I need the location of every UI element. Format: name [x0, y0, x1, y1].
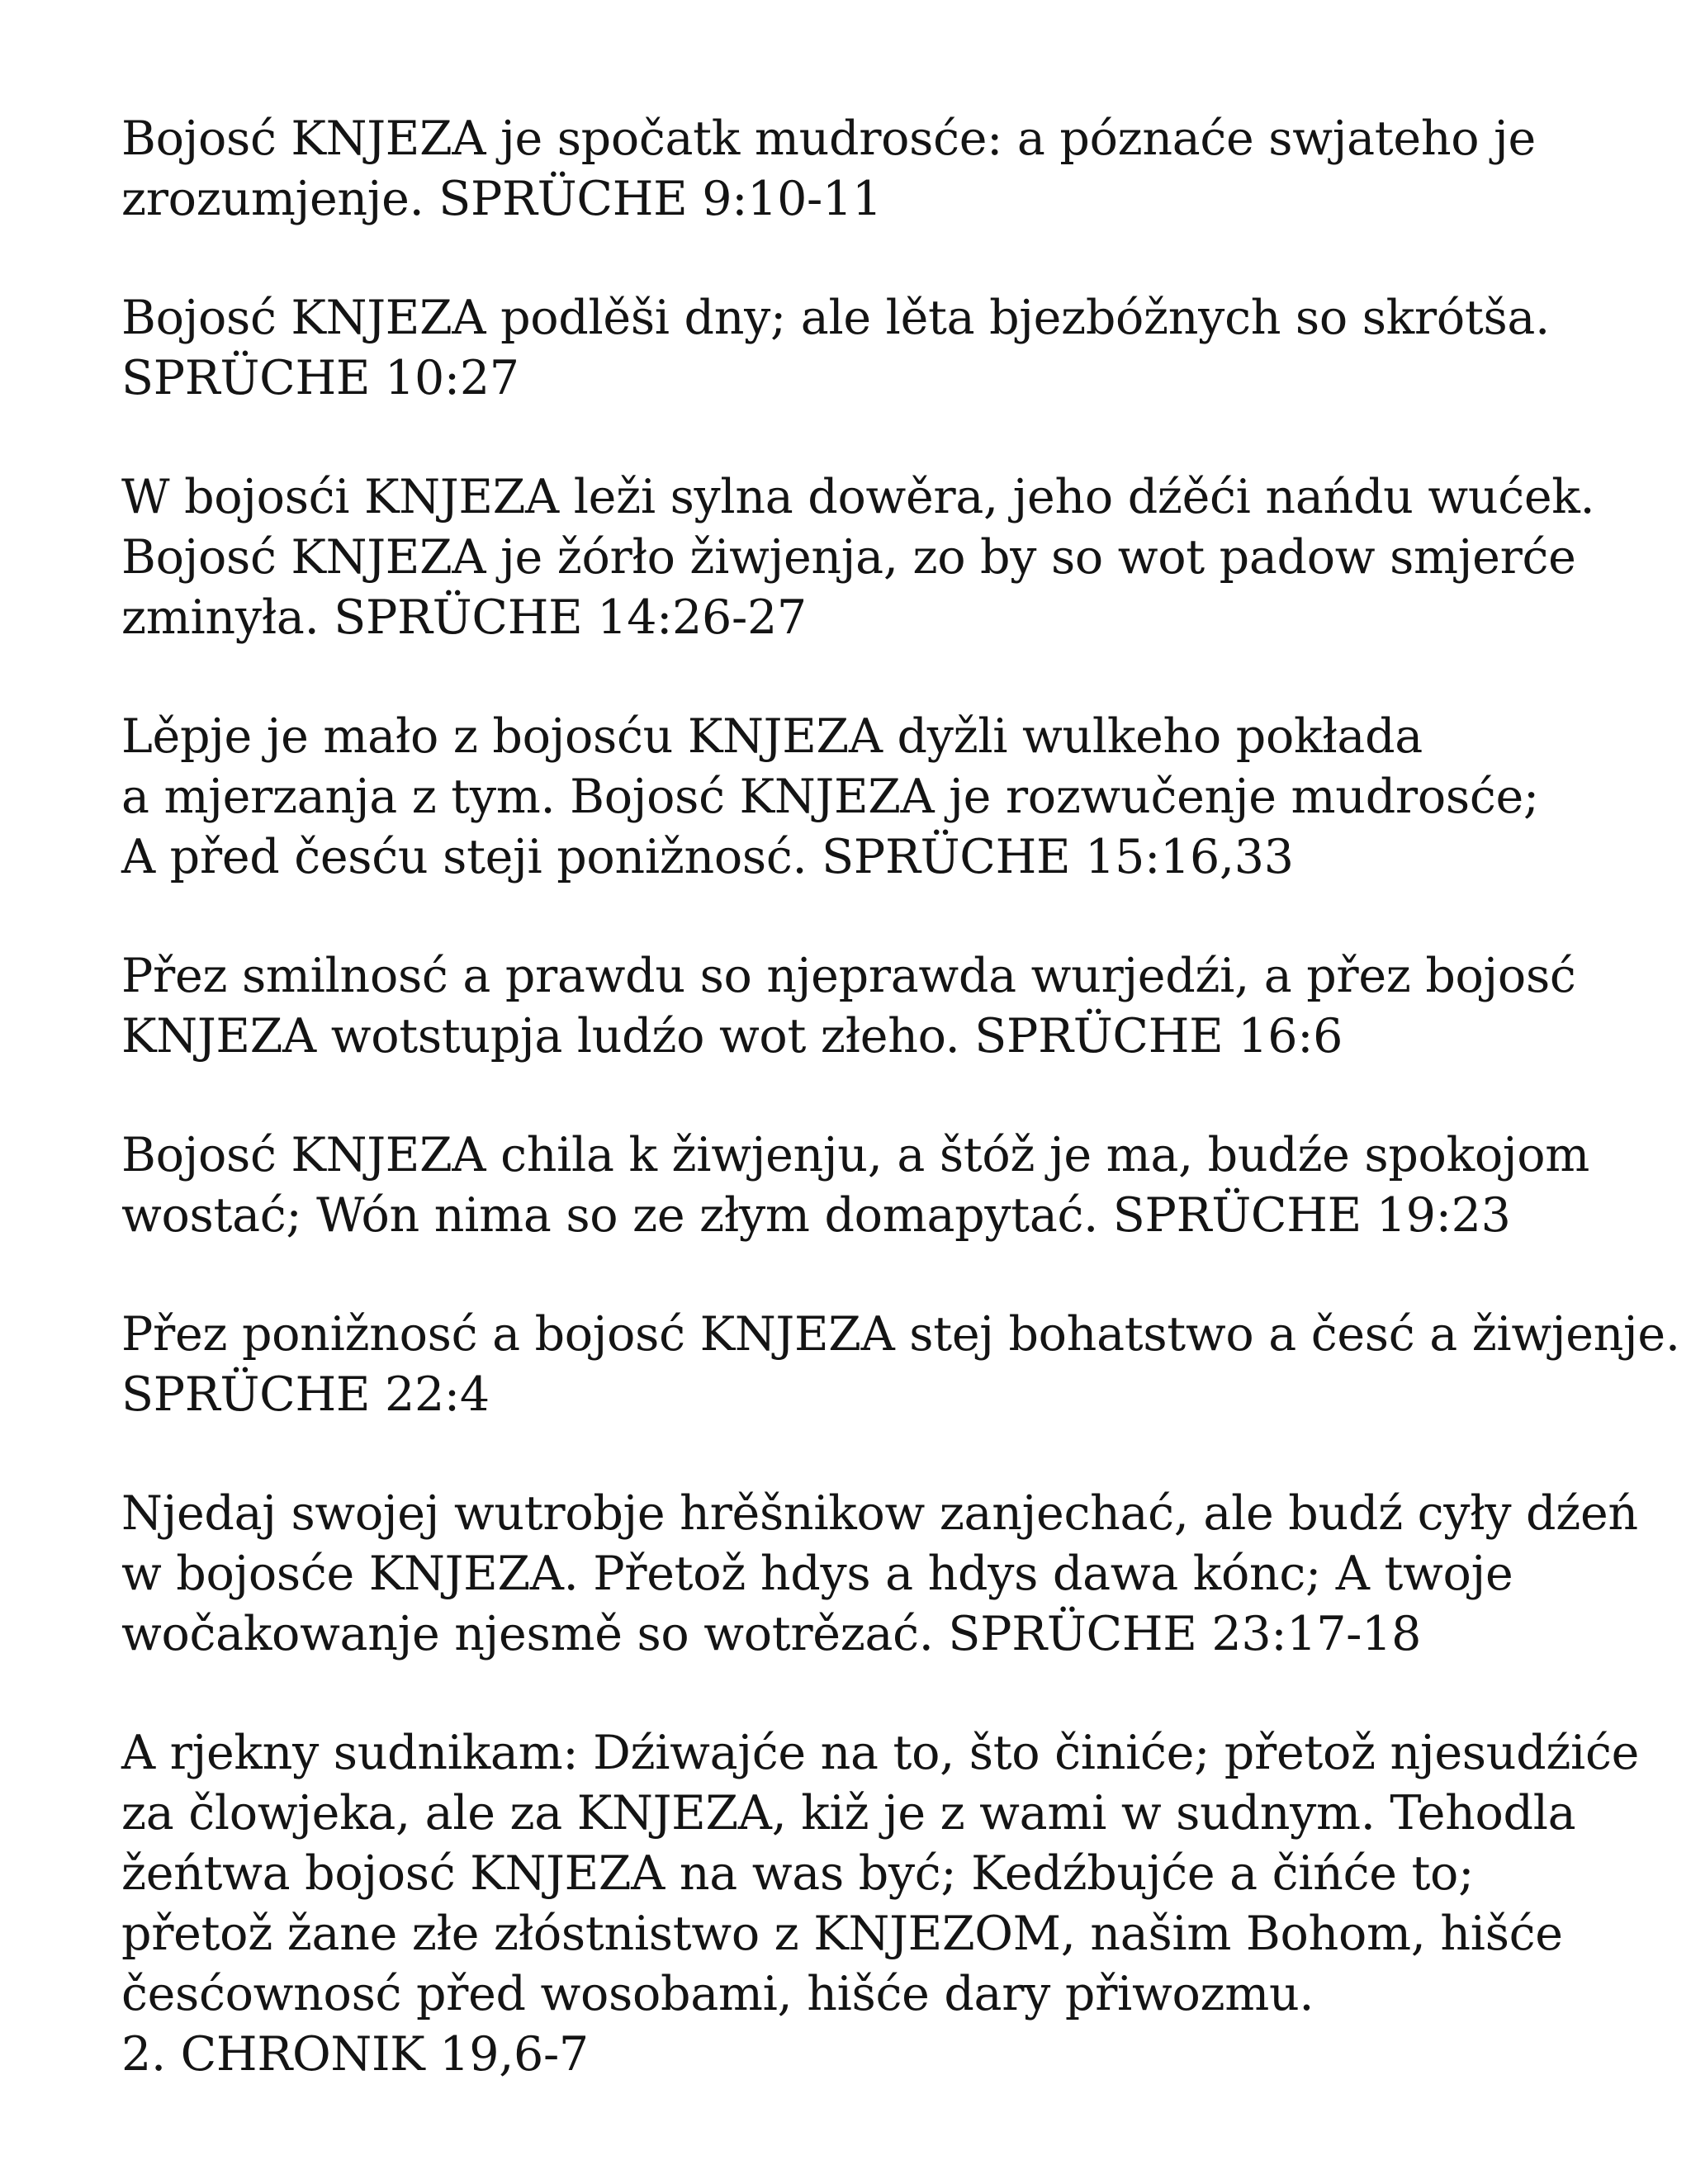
verse-block	[121, 1305, 1680, 1425]
verse-line: Bojosć KNJEZA chila k žiwjenju, a štóž je ma, budźe spokojom	[121, 1128, 1589, 1182]
verse-line: Bojosć KNJEZA je spočatk mudrosće: a póznaće swjateho je	[121, 111, 1536, 166]
verse-block	[121, 1723, 1641, 2085]
verse-line: zrozumjenje. SPRÜCHE 9:10-11	[121, 172, 882, 226]
verse-block	[121, 946, 1641, 1067]
verse-line: w bojosće KNJEZA. Přetož hdys a hdys dawa kónc; A twoje	[121, 1547, 1513, 1601]
verse-line: zminyła. SPRÜCHE 14:26-27	[121, 590, 807, 645]
verse-block	[121, 288, 1641, 409]
verse-line: a mjerzanja z tym. Bojosć KNJEZA je rozwučenje mudrosće;	[121, 770, 1539, 824]
verse-line: W bojosći KNJEZA leži sylna dowěra, jeho dźěći nańdu wućek.	[121, 470, 1595, 524]
verse-block	[121, 109, 1641, 230]
verse-line: A rjekny sudnikam: Dźiwajće na to, što činiće; přetož njesudźiće	[121, 1726, 1640, 1780]
verse-line: Přez smilnosć a prawdu so njeprawda wurjedźi, a přez bojosć	[121, 949, 1576, 1003]
verse-line: Njedaj swojej wutrobje hrěšnikow zanjechać, ale budź cyły dźeń	[121, 1486, 1638, 1541]
verse-line: přetož žane złe złóstnistwo z KNJEZOM, našim Bohom, hišće	[121, 1907, 1563, 1961]
verse-block	[121, 1484, 1641, 1665]
verse-line: A před česću steji ponižnosć. SPRÜCHE 15:16,33	[121, 830, 1294, 884]
verse-line: Bojosć KNJEZA podlěši dny; ale lěta bjezbóžnych so skrótša.	[121, 291, 1550, 345]
verse-block	[121, 467, 1641, 648]
verse-line: wostać; Wón nima so ze złym domapytać. SPRÜCHE 19:23	[121, 1188, 1511, 1243]
verse-block	[121, 707, 1641, 888]
verse-line: žeńtwa bojosć KNJEZA na was być; Kedźbujće a čińće to;	[121, 1846, 1474, 1901]
verse-line: KNJEZA wotstupja ludźo wot złeho. SPRÜCHE 16:6	[121, 1009, 1343, 1064]
verse-line: Lěpje je mało z bojosću KNJEZA dyžli wulkeho pokłada	[121, 709, 1423, 764]
verse-line: česćownosć před wosobami, hišće dary přiwozmu.	[121, 1967, 1314, 2021]
verse-line: SPRÜCHE 22:4	[121, 1367, 490, 1422]
verse-line: wočakowanje njesmě so wotrězać. SPRÜCHE 23:17-18	[121, 1607, 1422, 1661]
verse-line: Bojosć KNJEZA je žórło žiwjenja, zo by so wot padow smjerće	[121, 530, 1576, 585]
verse-line: Přez ponižnosć a bojosć KNJEZA stej bohatstwo a česć a žiwjenje.	[121, 1307, 1680, 1362]
verse-line: SPRÜCHE 10:27	[121, 351, 519, 405]
verse-block	[121, 1125, 1641, 1246]
verse-line: 2. CHRONIK 19,6-7	[121, 2027, 589, 2082]
verse-line: za člowjeka, ale za KNJEZA, kiž je z wami w sudnym. Tehodla	[121, 1786, 1576, 1841]
